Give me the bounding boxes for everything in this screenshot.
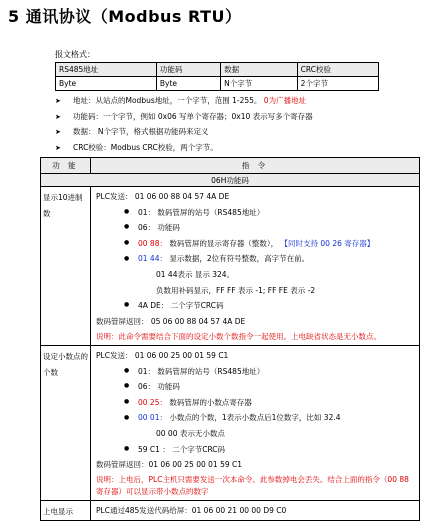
function-name-cell: 显示10进制数 — [41, 187, 91, 346]
command-line: ● 00 25： 数码管屏的小数点寄存器 — [96, 395, 416, 411]
function-code-subheader: 06H功能码 — [41, 174, 420, 187]
arrow-bullet-icon: ➤ — [55, 143, 61, 152]
command-section-row — [41, 345, 420, 500]
command-line: ● 01 44： 显示数据，2位有符号整数，高字节在前。 — [96, 251, 416, 267]
command-detail-cell — [91, 187, 420, 346]
format-header-cell: RS485地址 — [56, 63, 157, 77]
format-notes — [55, 93, 415, 155]
command-line: ● 4A DE： 二个字节CRC码 — [96, 298, 416, 314]
command-line: ● 59 C1 ： 二个字节CRC码 — [96, 442, 416, 458]
note-item: ➤ 数据： N个字节，格式根据功能码来定义 — [55, 124, 415, 140]
command-line: ● 06： 功能码 — [96, 220, 416, 236]
command-line: 说明：此命令需要结合下面的设定小数个数指令一起使用。上电缺省状态是无小数点。 — [96, 332, 381, 342]
format-data-cell: N个字节 — [221, 77, 298, 91]
command-table-subheader — [41, 174, 420, 187]
note-item: ➤ 地址：从站点的Modbus地址，一个字节，范围 1-255。 0为广播地址 — [55, 93, 415, 109]
command-section-row — [41, 500, 420, 520]
command-table — [40, 157, 420, 521]
format-table — [55, 62, 379, 91]
function-name-cell: 上电显示 — [41, 500, 91, 520]
command-line: 数码管屏返回：01 06 00 25 00 01 59 C1 — [96, 460, 243, 470]
command-section-row — [41, 187, 420, 346]
command-line: 01 44表示 显示 324。 — [156, 269, 235, 279]
format-header-cell: CRC校验 — [297, 63, 378, 77]
command-line: ● 00 88： 数码管屏的显示寄存器（整数）， 【同时支持 00 26 寄存器】 — [96, 236, 416, 252]
arrow-bullet-icon: ➤ — [55, 97, 61, 105]
format-header-row — [56, 63, 379, 77]
format-data-cell: Byte — [156, 77, 220, 91]
command-detail-cell — [91, 500, 420, 520]
command-table-header — [41, 158, 420, 174]
format-data-cell: 2个字节 — [297, 77, 378, 91]
command-line: PLC发送： 01 06 00 25 00 01 59 C1 — [96, 350, 229, 360]
command-line: PLC通过485发送代码给屏：01 06 00 21 00 00 D9 C0 — [96, 505, 287, 515]
note-item: ➤ CRC校验：Modbus CRC校验，两个字节。 — [55, 140, 415, 156]
command-sections — [41, 187, 420, 521]
command-line: 数码管屏返回： 05 06 00 88 04 57 4A DE — [96, 316, 246, 326]
arrow-bullet-icon: ➤ — [55, 128, 61, 136]
arrow-bullet-icon: ➤ — [55, 112, 61, 121]
command-line: ● 06： 功能码 — [96, 379, 416, 395]
command-line: ● 01： 数码管屏的站号（RS485地址） — [96, 364, 416, 380]
command-column-header: 指 令 — [91, 158, 420, 174]
format-header-cell: 数据 — [221, 63, 298, 77]
note-item: ➤ 功能码：一个字节，例如 0x06 写单个寄存器；0x10 表示写多个寄存器 — [55, 109, 415, 125]
format-header-cell: 功能码 — [156, 63, 220, 77]
command-detail-cell — [91, 345, 420, 500]
format-data-cell: Byte — [56, 77, 157, 91]
function-column-header: 功 能 — [41, 158, 91, 174]
page-title: 5 通讯协议（Modbus RTU） — [8, 7, 242, 26]
command-line: 负数用补码显示，FF FF 表示 -1; FF FE 表示 -2 — [156, 285, 316, 295]
command-line: ● 01： 数码管屏的站号（RS485地址） — [96, 205, 416, 221]
format-label: 报文格式： — [55, 50, 95, 59]
command-line: PLC发送： 01 06 00 88 04 57 4A DE — [96, 192, 230, 201]
command-line: 说明：上电后，PLC主机只需要发送一次本命令。此参数掉电会丢失。结合上面的指令（00 88寄存器）可以显示带小数点的数字 — [96, 474, 409, 496]
command-line: ● 00 01： 小数点的个数，1表示小数点后1位数字，比如 32.4 — [96, 410, 416, 426]
function-name-cell: 设定小数点的个数 — [41, 345, 91, 500]
command-line: 00 00 表示无小数点 — [156, 428, 225, 438]
format-data-row — [56, 77, 379, 91]
